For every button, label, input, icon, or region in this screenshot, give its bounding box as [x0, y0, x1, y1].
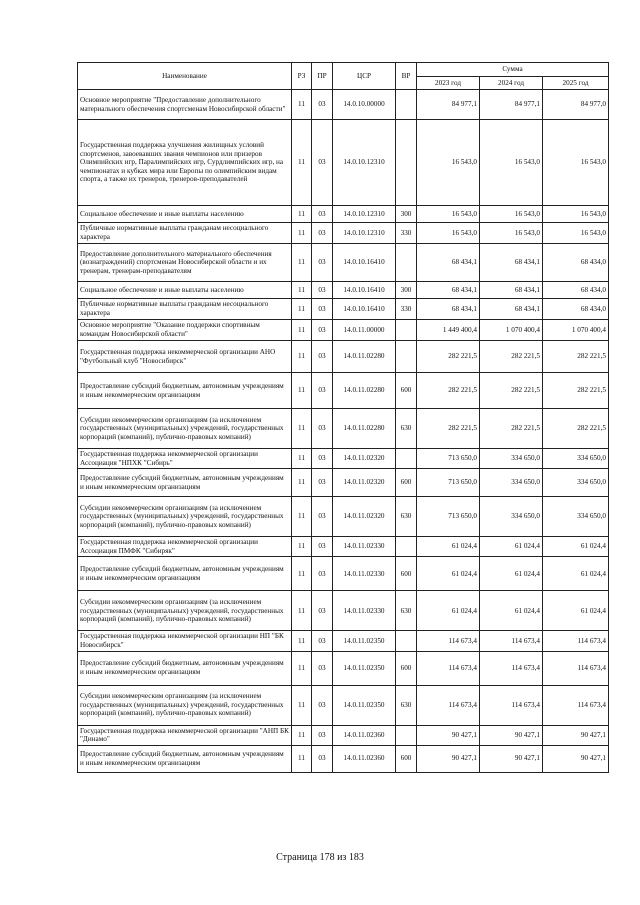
row-2024-cell: 16 543,0	[480, 223, 543, 244]
row-2023-cell: 68 434,1	[417, 299, 480, 320]
budget-table	[77, 62, 609, 773]
row-vr-cell	[396, 320, 417, 341]
row-2025-cell: 114 673,4	[543, 651, 609, 685]
row-2024-cell: 334 650,0	[480, 469, 543, 497]
row-name-cell: Основное мероприятие "Оказание поддержки спортивным командам Новосибирской области"	[78, 320, 292, 341]
row-name-cell: Публичные нормативные выплаты гражданам несоциального характера	[78, 223, 292, 244]
row-csr-cell: 14.0.11.02360	[333, 745, 396, 772]
row-rz-cell: 11	[292, 373, 312, 409]
row-2025-cell: 90 427,1	[543, 725, 609, 745]
row-2024-cell: 282 221,5	[480, 341, 543, 373]
row-rz-cell: 11	[292, 537, 312, 557]
row-rz-cell: 11	[292, 591, 312, 631]
table-row	[78, 591, 609, 631]
row-2025-cell: 84 977,0	[543, 90, 609, 120]
row-2023-cell: 713 650,0	[417, 449, 480, 469]
row-csr-cell: 14.0.11.02320	[333, 497, 396, 537]
row-rz-cell: 11	[292, 223, 312, 244]
row-2025-cell: 68 434,0	[543, 299, 609, 320]
table-row	[78, 299, 609, 320]
row-2023-cell: 68 434,1	[417, 282, 480, 299]
row-name-cell: Основное мероприятие "Предоставление дополнительного материального обеспечения спортсменам Новосибирской области"	[78, 90, 292, 120]
table-row	[78, 497, 609, 537]
row-pr-cell: 03	[312, 320, 333, 341]
table-row	[78, 469, 609, 497]
row-pr-cell: 03	[312, 244, 333, 282]
row-csr-cell: 14.0.10.16410	[333, 282, 396, 299]
row-csr-cell: 14.0.11.02350	[333, 685, 396, 725]
row-pr-cell: 03	[312, 631, 333, 651]
row-2023-cell: 713 650,0	[417, 469, 480, 497]
row-2025-cell: 61 024,4	[543, 591, 609, 631]
row-vr-cell	[396, 631, 417, 651]
row-rz-cell: 11	[292, 685, 312, 725]
row-2025-cell: 61 024,4	[543, 537, 609, 557]
row-2023-cell: 282 221,5	[417, 373, 480, 409]
row-vr-cell	[396, 725, 417, 745]
table-row	[78, 449, 609, 469]
row-rz-cell: 11	[292, 299, 312, 320]
table-row	[78, 223, 609, 244]
row-name-cell: Предоставление субсидий бюджетным, автономным учреждениям и иным некоммерческим организациям	[78, 651, 292, 685]
row-rz-cell: 11	[292, 725, 312, 745]
table-row	[78, 745, 609, 772]
row-pr-cell: 03	[312, 299, 333, 320]
header-year-2025: 2025 год	[543, 77, 609, 90]
row-name-cell: Государственная поддержка некоммерческой организации "АНП БК "Динамо"	[78, 725, 292, 745]
row-2024-cell: 282 221,5	[480, 373, 543, 409]
row-pr-cell: 03	[312, 223, 333, 244]
row-2023-cell: 713 650,0	[417, 497, 480, 537]
row-vr-cell	[396, 341, 417, 373]
table-row	[78, 373, 609, 409]
row-2024-cell: 84 977,1	[480, 90, 543, 120]
row-csr-cell: 14.0.11.02330	[333, 591, 396, 631]
table-row	[78, 651, 609, 685]
row-2024-cell: 16 543,0	[480, 206, 543, 223]
header-name: Наименование	[78, 63, 292, 90]
header-sum: Сумма	[417, 63, 609, 77]
row-2024-cell: 114 673,4	[480, 631, 543, 651]
row-pr-cell: 03	[312, 557, 333, 591]
row-name-cell: Государственная поддержка улучшения жилищных условий спортсменов, завоевавших звания чемпионов или призеров Олимпийских игр, Паралимпийских игр, Сурдлимпийских игр, на чемпионатах и кубках мира или Европы по олимпийским видам спорта, а также их тренеров, тренеров-преподавателей	[78, 120, 292, 206]
row-2025-cell: 114 673,4	[543, 631, 609, 651]
table-row	[78, 341, 609, 373]
row-name-cell: Государственная поддержка некоммерческой организации НП "БК Новосибирск"	[78, 631, 292, 651]
table-row	[78, 631, 609, 651]
row-pr-cell: 03	[312, 591, 333, 631]
row-2024-cell: 1 070 400,4	[480, 320, 543, 341]
row-pr-cell: 03	[312, 725, 333, 745]
table-row	[78, 206, 609, 223]
table-row	[78, 320, 609, 341]
row-vr-cell: 600	[396, 651, 417, 685]
row-rz-cell: 11	[292, 206, 312, 223]
row-name-cell: Государственная поддержка некоммерческой организации Ассоциация ПМФК "Сибиряк"	[78, 537, 292, 557]
row-vr-cell: 630	[396, 497, 417, 537]
row-pr-cell: 03	[312, 282, 333, 299]
row-pr-cell: 03	[312, 745, 333, 772]
table-row	[78, 120, 609, 206]
table-row	[78, 244, 609, 282]
row-name-cell: Предоставление субсидий бюджетным, автономным учреждениям и иным некоммерческим организациям	[78, 557, 292, 591]
row-csr-cell: 14.0.11.02360	[333, 725, 396, 745]
row-vr-cell: 300	[396, 206, 417, 223]
row-2025-cell: 68 434,0	[543, 282, 609, 299]
row-2024-cell: 68 434,1	[480, 244, 543, 282]
row-pr-cell: 03	[312, 685, 333, 725]
row-2023-cell: 114 673,4	[417, 685, 480, 725]
row-2025-cell: 90 427,1	[543, 745, 609, 772]
row-vr-cell	[396, 449, 417, 469]
row-name-cell: Предоставление субсидий бюджетным, автономным учреждениям и иным некоммерческим организациям	[78, 373, 292, 409]
row-2024-cell: 90 427,1	[480, 745, 543, 772]
row-2025-cell: 282 221,5	[543, 373, 609, 409]
row-pr-cell: 03	[312, 206, 333, 223]
row-2023-cell: 84 977,1	[417, 90, 480, 120]
row-csr-cell: 14.0.10.16410	[333, 244, 396, 282]
row-rz-cell: 11	[292, 341, 312, 373]
row-csr-cell: 14.0.11.02330	[333, 557, 396, 591]
row-name-cell: Публичные нормативные выплаты гражданам несоциального характера	[78, 299, 292, 320]
row-csr-cell: 14.0.10.12310	[333, 120, 396, 206]
page-footer: Страница 178 из 183	[276, 852, 364, 863]
table-row	[78, 557, 609, 591]
row-csr-cell: 14.0.11.02350	[333, 631, 396, 651]
row-name-cell: Субсидии некоммерческим организациям (за исключением государственных (муниципальных) учреждений, государственных корпораций (компаний), публично-правовых компаний)	[78, 685, 292, 725]
row-name-cell: Социальное обеспечение и иные выплаты населению	[78, 206, 292, 223]
row-csr-cell: 14.0.10.12310	[333, 206, 396, 223]
header-pr: ПР	[312, 63, 333, 90]
row-2025-cell: 334 650,0	[543, 449, 609, 469]
row-vr-cell	[396, 120, 417, 206]
row-csr-cell: 14.0.11.02280	[333, 373, 396, 409]
row-2025-cell: 114 673,4	[543, 685, 609, 725]
row-2025-cell: 334 650,0	[543, 497, 609, 537]
header-vr: ВР	[396, 63, 417, 90]
row-vr-cell: 300	[396, 282, 417, 299]
row-2025-cell: 16 543,0	[543, 120, 609, 206]
table-header	[78, 63, 609, 90]
row-2023-cell: 114 673,4	[417, 651, 480, 685]
row-vr-cell: 330	[396, 223, 417, 244]
row-2025-cell: 61 024,4	[543, 557, 609, 591]
row-vr-cell: 330	[396, 299, 417, 320]
row-vr-cell: 630	[396, 685, 417, 725]
row-pr-cell: 03	[312, 373, 333, 409]
row-rz-cell: 11	[292, 282, 312, 299]
row-name-cell: Государственная поддержка некоммерческой организации Ассоциация "НПХК "Сибирь"	[78, 449, 292, 469]
header-year-2024: 2024 год	[480, 77, 543, 90]
row-rz-cell: 11	[292, 90, 312, 120]
row-name-cell: Социальное обеспечение и иные выплаты населению	[78, 282, 292, 299]
row-pr-cell: 03	[312, 497, 333, 537]
row-2024-cell: 282 221,5	[480, 409, 543, 449]
row-name-cell: Предоставление субсидий бюджетным, автономным учреждениям и иным некоммерческим организациям	[78, 745, 292, 772]
table-row	[78, 90, 609, 120]
header-rz: РЗ	[292, 63, 312, 90]
row-name-cell: Субсидии некоммерческим организациям (за исключением государственных (муниципальных) учреждений, государственных корпораций (компаний), публично-правовых компаний)	[78, 409, 292, 449]
row-2023-cell: 90 427,1	[417, 745, 480, 772]
row-2024-cell: 61 024,4	[480, 591, 543, 631]
header-csr: ЦСР	[333, 63, 396, 90]
row-pr-cell: 03	[312, 120, 333, 206]
row-csr-cell: 14.0.11.02350	[333, 651, 396, 685]
row-vr-cell	[396, 90, 417, 120]
row-vr-cell: 600	[396, 469, 417, 497]
row-pr-cell: 03	[312, 651, 333, 685]
row-rz-cell: 11	[292, 745, 312, 772]
row-pr-cell: 03	[312, 537, 333, 557]
row-2025-cell: 334 650,0	[543, 469, 609, 497]
row-csr-cell: 14.0.11.02330	[333, 537, 396, 557]
table-row	[78, 537, 609, 557]
row-2023-cell: 61 024,4	[417, 591, 480, 631]
row-csr-cell: 14.0.10.12310	[333, 223, 396, 244]
row-pr-cell: 03	[312, 409, 333, 449]
table-row	[78, 725, 609, 745]
row-2023-cell: 61 024,4	[417, 537, 480, 557]
row-2023-cell: 16 543,0	[417, 223, 480, 244]
row-vr-cell: 600	[396, 373, 417, 409]
row-rz-cell: 11	[292, 449, 312, 469]
row-pr-cell: 03	[312, 469, 333, 497]
row-vr-cell: 630	[396, 591, 417, 631]
row-rz-cell: 11	[292, 651, 312, 685]
row-csr-cell: 14.0.10.16410	[333, 299, 396, 320]
row-rz-cell: 11	[292, 409, 312, 449]
row-2024-cell: 16 543,0	[480, 120, 543, 206]
row-2023-cell: 16 543,0	[417, 206, 480, 223]
row-2024-cell: 90 427,1	[480, 725, 543, 745]
row-name-cell: Субсидии некоммерческим организациям (за исключением государственных (муниципальных) учреждений, государственных корпораций (компаний), публично-правовых компаний)	[78, 497, 292, 537]
row-2023-cell: 68 434,1	[417, 244, 480, 282]
row-2024-cell: 334 650,0	[480, 449, 543, 469]
row-2025-cell: 282 221,5	[543, 341, 609, 373]
row-rz-cell: 11	[292, 557, 312, 591]
row-rz-cell: 11	[292, 320, 312, 341]
row-vr-cell	[396, 244, 417, 282]
table-row	[78, 685, 609, 725]
row-2025-cell: 282 221,5	[543, 409, 609, 449]
row-rz-cell: 11	[292, 469, 312, 497]
row-2024-cell: 68 434,1	[480, 299, 543, 320]
row-csr-cell: 14.0.11.02320	[333, 469, 396, 497]
row-2024-cell: 61 024,4	[480, 537, 543, 557]
row-csr-cell: 14.0.11.02280	[333, 409, 396, 449]
row-2024-cell: 68 434,1	[480, 282, 543, 299]
row-2025-cell: 16 543,0	[543, 223, 609, 244]
row-vr-cell	[396, 537, 417, 557]
row-rz-cell: 11	[292, 120, 312, 206]
row-2023-cell: 90 427,1	[417, 725, 480, 745]
row-name-cell: Государственная поддержка некоммерческой организации АНО "Футбольный клуб "Новосибирск"	[78, 341, 292, 373]
row-rz-cell: 11	[292, 244, 312, 282]
row-2024-cell: 61 024,4	[480, 557, 543, 591]
row-2023-cell: 1 449 400,4	[417, 320, 480, 341]
row-2024-cell: 334 650,0	[480, 497, 543, 537]
row-csr-cell: 14.0.11.02320	[333, 449, 396, 469]
row-2024-cell: 114 673,4	[480, 651, 543, 685]
row-name-cell: Предоставление дополнительного материального обеспечения (вознаграждений) спортсменам Новосибирской области и их тренерам, тренерам-преподавателям	[78, 244, 292, 282]
row-csr-cell: 14.0.10.00000	[333, 90, 396, 120]
row-rz-cell: 11	[292, 497, 312, 537]
table-row	[78, 409, 609, 449]
row-2025-cell: 68 434,0	[543, 244, 609, 282]
row-csr-cell: 14.0.11.02280	[333, 341, 396, 373]
row-pr-cell: 03	[312, 90, 333, 120]
row-2023-cell: 114 673,4	[417, 631, 480, 651]
row-2023-cell: 16 543,0	[417, 120, 480, 206]
row-pr-cell: 03	[312, 449, 333, 469]
header-year-2023: 2023 год	[417, 77, 480, 90]
table-body	[78, 90, 609, 773]
row-csr-cell: 14.0.11.00000	[333, 320, 396, 341]
row-name-cell: Предоставление субсидий бюджетным, автономным учреждениям и иным некоммерческим организациям	[78, 469, 292, 497]
row-2023-cell: 61 024,4	[417, 557, 480, 591]
row-pr-cell: 03	[312, 341, 333, 373]
row-2023-cell: 282 221,5	[417, 409, 480, 449]
row-2023-cell: 282 221,5	[417, 341, 480, 373]
row-2025-cell: 16 543,0	[543, 206, 609, 223]
table-row	[78, 282, 609, 299]
row-name-cell: Субсидии некоммерческим организациям (за исключением государственных (муниципальных) учреждений, государственных корпораций (компаний), публично-правовых компаний)	[78, 591, 292, 631]
row-vr-cell: 600	[396, 745, 417, 772]
row-rz-cell: 11	[292, 631, 312, 651]
row-2024-cell: 114 673,4	[480, 685, 543, 725]
row-vr-cell: 600	[396, 557, 417, 591]
row-2025-cell: 1 070 400,4	[543, 320, 609, 341]
row-vr-cell: 630	[396, 409, 417, 449]
